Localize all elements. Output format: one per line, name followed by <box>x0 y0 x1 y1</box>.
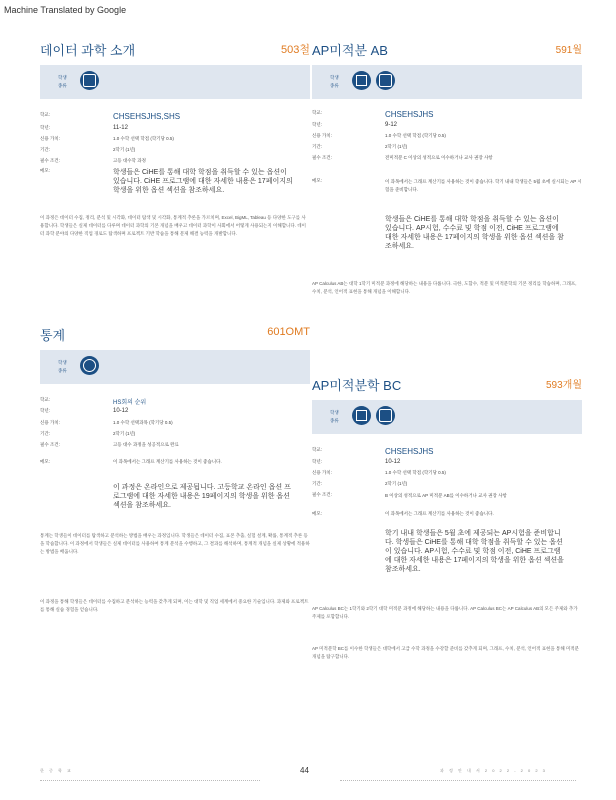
course-description: 통계는 학생들이 데이터를 탐색하고 분석하는 방법을 배우는 과정입니다. 학생들은 데이터 수집, 표본 추출, 실험 설계, 확률, 통계적 추론 등을 학습합니다. 이 과정에서 학생들은 실제 데이터를 사용하여 통계 분석을 수행하고, 그 결과를 해석하며, 통계적 개념을 실제 상황에 적용하는 방법을 배웁니다. <box>40 533 310 554</box>
building-icon <box>80 71 99 90</box>
chart-icon <box>80 356 99 375</box>
field-value: 1.0 수학 선택 학점 (학기당 0.5) <box>385 133 446 138</box>
banner-label: 학생 종류 <box>58 360 67 373</box>
field-value: 전미적분 C 이상의 성적으로 이수하거나 교사 권장 사항 <box>385 155 493 160</box>
field-value: HS회의 순위 <box>113 400 147 406</box>
course-description: AP Calculus AB는 대학 1학기 미적분 과정에 해당하는 내용을 다룹니다. 극한, 도함수, 적분 및 미적분학의 기본 정리를 학습하며, 그래프, 수치, 분석, 언어적 표현을 통해 개념을 이해합니다. <box>312 281 577 294</box>
course-title: AP미적분학 BC <box>312 378 402 393</box>
field-key: 기간: <box>312 144 322 149</box>
field-key: 신용 가치: <box>40 420 60 425</box>
course-title: 통계 <box>40 328 66 343</box>
banner-label: 학생 종류 <box>330 75 339 88</box>
field-value: 1.0 수학 선택 학점 (학기당 0.5) <box>385 470 446 475</box>
machine-translated-label: Machine Translated by Google <box>4 5 127 15</box>
field-key: 학년: <box>40 125 50 130</box>
building-icon <box>376 71 395 90</box>
field-key: 학교: <box>312 447 322 452</box>
field-key: 필수 조건: <box>312 155 332 160</box>
note-small: 이 과목에서는 그래프 계산기를 사용하는 것이 좋습니다. 학기 내내 학생들은 5월 초에 실시되는 AP 시험을 준비합니다. <box>385 179 582 192</box>
field-key: 메모: <box>40 459 50 464</box>
field-value: 2학기 (1년) <box>385 144 408 149</box>
field-key: 필수 조건: <box>40 442 60 447</box>
page-number: 44 <box>300 766 309 775</box>
field-key: 신용 가치: <box>312 470 332 475</box>
course-banner <box>40 65 310 99</box>
field-value: CHSEHSJHS,SHS <box>113 112 181 121</box>
field-key: 메모: <box>312 178 322 183</box>
field-value: CHSEHSJHS <box>385 110 434 119</box>
field-key: 학교: <box>40 112 50 117</box>
field-key: 학년: <box>312 459 322 464</box>
field-value: 고등 대수 과정을 성공적으로 완료 <box>113 442 179 447</box>
field-value: 2학기 (1년) <box>113 147 136 152</box>
course-code: 503철 <box>281 44 310 56</box>
course-title: AP미적분 AB <box>312 43 388 58</box>
banner-label: 학생 종류 <box>330 410 339 423</box>
field-value: B 이상의 성적으로 AP 미적분 AB를 이수하거나 교사 권장 사항 <box>385 493 507 498</box>
field-value: 1.0 수학 선택 학점 (학기당 0.5) <box>113 136 174 141</box>
field-key: 신용 가치: <box>40 136 60 141</box>
field-key: 학교: <box>312 110 322 115</box>
course-code: 593개월 <box>545 380 582 391</box>
footer-school: 한 중 학 교 <box>40 768 73 773</box>
field-key: 필수 조건: <box>312 492 332 497</box>
course-note: 학기 내내 학생들은 5월 초에 제공되는 AP시험을 준비합니다. 학생들은 CiHE를 통해 대학 학점을 취득할 수 있는 옵션이 있습니다. AP시험, 수수료 및 학점 이전, CiHE 프로그램에 대한 자세한 내용은 17페이지의 학생을 위한 옵션 섹션을 참조하세요. <box>385 530 564 573</box>
field-key: 신용 가치: <box>312 133 332 138</box>
course-description-2: 이 과정을 통해 학생들은 데이터를 수집하고 분석하는 능력을 갖추게 되며, 이는 대학 및 직업 세계에서 중요한 기술입니다. 과제와 프로젝트를 통해 실습 경험을 얻습니다. <box>40 599 309 612</box>
field-value: 9-12 <box>385 122 398 128</box>
field-value: 고등 대수학 과정 <box>113 158 146 163</box>
field-key: 메모: <box>312 511 322 516</box>
course-description-2: AP 미적분학 BC를 이수한 학생들은 대학에서 고급 수학 과정을 수강할 준비를 갖추게 되며, 그래프, 수치, 분석, 언어적 표현을 통해 미적분 개념을 탐구합니다. <box>312 646 579 659</box>
translation-banner <box>0 0 616 20</box>
course-title: 데이터 과학 소개 <box>40 43 136 58</box>
course-note: 학생들은 CiHE를 통해 대학 학점을 취득할 수 있는 옵션이 있습니다. CiHE 프로그램에 대한 자세한 내용은 17페이지의 학생을 위한 옵션 섹션을 참조하세요. <box>113 169 293 194</box>
field-key: 필수 조건: <box>40 158 60 163</box>
building-icon <box>376 406 395 425</box>
course-banner <box>312 400 582 434</box>
field-value: 2학기 (1년) <box>385 481 408 486</box>
field-key: 학년: <box>40 408 50 413</box>
banner-label: 학생 종류 <box>58 75 67 88</box>
field-key: 학교: <box>40 397 50 402</box>
course-description: AP Calculus BC는 1학기와 2학기 대학 미적분 과정에 해당하는 내용을 다룹니다. AP Calculus BC는 AP Calculus AB의 모든 주제와 추가 주제를 포함합니다. <box>312 606 578 619</box>
course-note: 이 과정은 온라인으로 제공됩니다. 고등학교 온라인 옵션 프로그램에 대한 자세한 내용은 19페이지의 학생을 위한 옵션 섹션을 참조하세요. <box>113 484 291 509</box>
course-description: 이 과정은 데이터 수집, 정리, 분석 및 시각화, 데이터 탐색 및 시각화, 통계적 추론을 가르치며, Excel, BigML, Tableau 등 다양한 도구를 사용합니다. 학생들은 실제 데이터를 다루며 데이터 과학의 기본 개념을 배우고 데이터 과학이 사회에서 어떻게 사용되는지 이해합니다. 데이터 과학 분야의 다양한 직업 경로도 탐색하며 프로젝트 기반 학습을 통해 문제 해결 능력을 개발합니다. <box>40 215 306 236</box>
footer-divider <box>40 780 260 781</box>
course-banner <box>312 65 582 99</box>
course-note: 학생들은 CiHE를 통해 대학 학점을 취득할 수 있는 옵션이 있습니다. AP시험, 수수료 및 학점 이전, CiHE 프로그램에 대한 자세한 내용은 17페이지의 학생을 위한 옵션 섹션을 참조하세요. <box>385 216 564 250</box>
footer-divider <box>340 780 576 781</box>
field-value: CHSEHSJHS <box>385 447 434 456</box>
field-value: 10-12 <box>385 459 401 465</box>
field-value: 11-12 <box>113 125 128 131</box>
field-key: 메모: <box>40 168 50 173</box>
field-key: 학년: <box>312 122 322 127</box>
ap-icon <box>352 406 371 425</box>
field-key: 기간: <box>312 481 322 486</box>
field-value: 1.0 수학 선택과목 (학기당 0.5) <box>113 420 173 425</box>
note-small: 이 과목에서는 그래프 계산기를 사용하는 것이 좋습니다. <box>385 511 494 516</box>
note-small: 이 과목에서는 그래프 계산기를 사용하는 것이 좋습니다. <box>113 459 222 464</box>
field-key: 기간: <box>40 147 50 152</box>
ap-icon <box>352 71 371 90</box>
footer-guide: 과 정 안 내 서 2 0 2 2 - 2 0 2 3 <box>440 768 547 773</box>
course-code: 591월 <box>555 45 582 56</box>
course-code: 601OMT <box>267 326 310 338</box>
field-value: 2학기 (1년) <box>113 431 136 436</box>
course-banner <box>40 350 310 384</box>
field-value: 10-12 <box>113 408 129 414</box>
field-key: 기간: <box>40 431 50 436</box>
